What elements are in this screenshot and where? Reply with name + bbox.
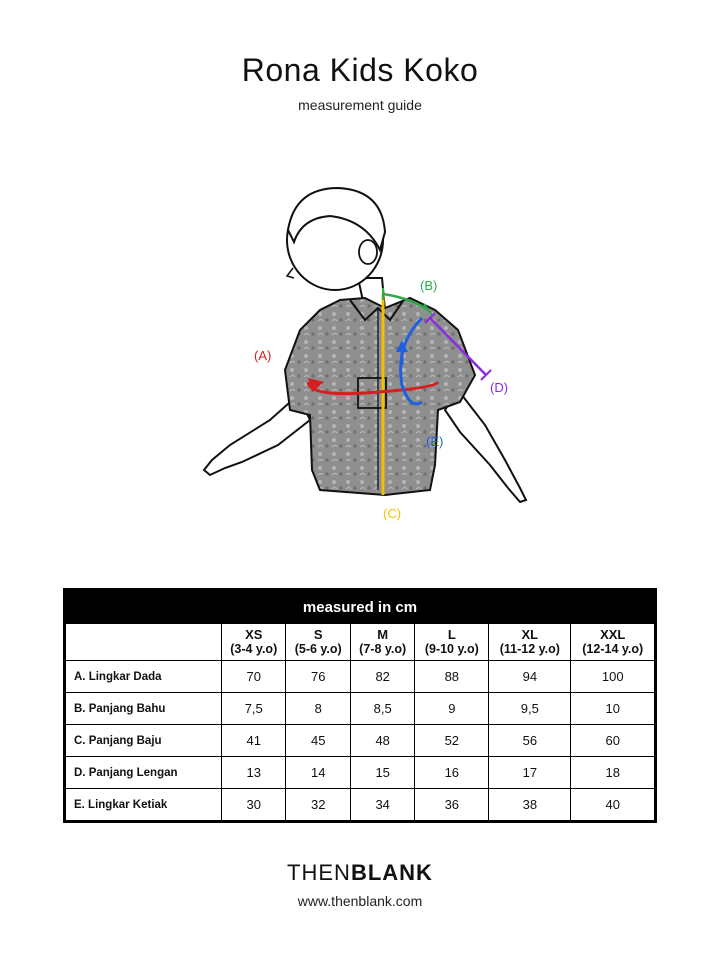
right-arm [445, 390, 526, 502]
label-e: (E) [426, 434, 444, 449]
size-header-cell: XS (3-4 y.o) [222, 624, 286, 661]
size-header-cell: L (9-10 y.o) [415, 624, 489, 661]
measurement-illustration [190, 170, 540, 530]
table-cell: 88 [415, 661, 489, 693]
label-c: (C) [383, 506, 402, 521]
size-chart-table [63, 588, 657, 823]
table-cell: 32 [286, 789, 350, 822]
table-cell: 100 [571, 661, 656, 693]
table-cell: 9,5 [489, 693, 571, 725]
table-cell: 9 [415, 693, 489, 725]
child-shirt-diagram [190, 170, 540, 530]
table-cell: 56 [489, 725, 571, 757]
table-cell: 60 [571, 725, 656, 757]
table-cell: 38 [489, 789, 571, 822]
table-cell: 70 [222, 661, 286, 693]
table-cell: 8 [286, 693, 350, 725]
table-cell: 13 [222, 757, 286, 789]
table-cell: 16 [415, 757, 489, 789]
size-header-cell: XXL (12-14 y.o) [571, 624, 656, 661]
row-label: D. Panjang Lengan [65, 757, 222, 789]
size-header-cell: XL (11-12 y.o) [489, 624, 571, 661]
table-row [65, 725, 656, 757]
table-row [65, 789, 656, 822]
table-cell: 36 [415, 789, 489, 822]
label-d: (D) [490, 380, 509, 395]
row-label: A. Lingkar Dada [65, 661, 222, 693]
table-cell: 34 [350, 789, 414, 822]
blank-header-cell [65, 624, 222, 661]
table-caption: measured in cm [65, 590, 656, 624]
table-row [65, 661, 656, 693]
table-cell: 17 [489, 757, 571, 789]
row-label: E. Lingkar Ketiak [65, 789, 222, 822]
label-b: (B) [420, 278, 438, 293]
table-cell: 94 [489, 661, 571, 693]
page-title: Rona Kids Koko [241, 52, 479, 88]
table-cell: 14 [286, 757, 350, 789]
table-cell: 48 [350, 725, 414, 757]
table-row [65, 757, 656, 789]
table-cell: 8,5 [350, 693, 414, 725]
size-header-cell: S (5-6 y.o) [286, 624, 350, 661]
table-cell: 45 [286, 725, 350, 757]
table-cell: 41 [222, 725, 286, 757]
table-cell: 15 [350, 757, 414, 789]
row-label: B. Panjang Bahu [65, 693, 222, 725]
table-cell: 82 [350, 661, 414, 693]
label-a: (A) [254, 348, 272, 363]
table-cell: 40 [571, 789, 656, 822]
website-link[interactable]: www.thenblank.com [297, 893, 423, 909]
size-header-cell: M (7-8 y.o) [350, 624, 414, 661]
table-cell: 7,5 [222, 693, 286, 725]
brand-logo: THENBLANK [287, 860, 433, 885]
table-cell: 76 [286, 661, 350, 693]
table-cell: 52 [415, 725, 489, 757]
table-cell: 18 [571, 757, 656, 789]
table-cell: 10 [571, 693, 656, 725]
table-cell: 30 [222, 789, 286, 822]
row-label: C. Panjang Baju [65, 725, 222, 757]
shirt [285, 298, 475, 495]
table-row [65, 693, 656, 725]
page-subtitle: measurement guide [298, 97, 422, 113]
